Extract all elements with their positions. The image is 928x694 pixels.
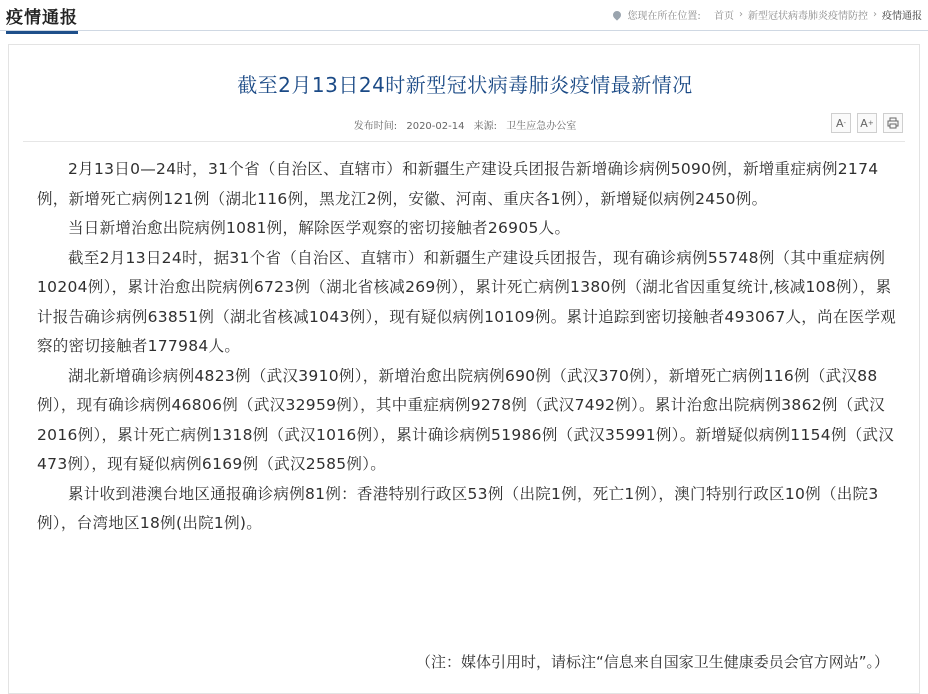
chevron-right-icon: › xyxy=(739,9,743,20)
print-icon[interactable] xyxy=(883,113,903,133)
font-increase-icon[interactable]: A + xyxy=(857,113,877,133)
header-divider xyxy=(0,30,928,31)
publish-label: 发布时间: xyxy=(353,121,398,132)
media-note: （注：媒体引用时，请标注“信息来自国家卫生健康委员会官方网站”。） xyxy=(415,653,889,671)
publish-date: 2020-02-14 xyxy=(406,121,465,132)
article-card xyxy=(8,44,920,694)
breadcrumb-current[interactable]: 疫情通报 xyxy=(882,11,922,22)
font-decrease-icon[interactable]: A - xyxy=(831,113,851,133)
breadcrumb-home[interactable]: 首页 xyxy=(714,11,734,22)
paragraph: 当日新增治愈出院病例1081例，解除医学观察的密切接触者26905人。 xyxy=(68,219,571,237)
paragraph: 2月13日0—24时，31个省（自治区、直辖市）和新疆生产建设兵团报告新增确诊病例5090例，新增重症病例2174例，新增死亡病例121例（湖北116例，黑龙江2例，安徽、河南、重庆各1例），新增疑似病例2450例。 xyxy=(37,160,879,208)
article-title: 截至2月13日24时新型冠状病毒肺炎疫情最新情况 xyxy=(237,73,693,97)
section-title: 疫情通报 xyxy=(6,3,78,34)
location-pin-icon xyxy=(612,9,623,20)
page-header xyxy=(0,0,928,34)
chevron-right-icon: › xyxy=(873,9,877,20)
article-tools xyxy=(831,113,903,133)
article-body xyxy=(37,155,907,539)
paragraph: 截至2月13日24时，据31个省（自治区、直辖市）和新疆生产建设兵团报告，现有确诊病例55748例（其中重症病例10204例），累计治愈出院病例6723例（湖北省核减269例），累计死亡病例1380例（湖北省因重复统计,核减108例），累计报告确诊病例63851例（湖北省核减1043例），现有疑似病例10109例。累计追踪到密切接触者493067人，尚在医学观察的密切接触者177984人。 xyxy=(37,248,897,355)
meta-divider xyxy=(23,141,905,142)
source-name: 卫生应急办公室 xyxy=(506,121,577,132)
breadcrumb xyxy=(613,7,922,22)
breadcrumb-covid[interactable]: 新型冠状病毒肺炎疫情防控 xyxy=(748,11,868,22)
article-meta xyxy=(9,117,921,132)
paragraph: 累计收到港澳台地区通报确诊病例81例：香港特别行政区53例（出院1例，死亡1例），澳门特别行政区10例（出院3例），台湾地区18例(出院1例)。 xyxy=(37,484,879,532)
paragraph: 湖北新增确诊病例4823例（武汉3910例），新增治愈出院病例690例（武汉370例），新增死亡病例116例（武汉88例），现有确诊病例46806例（武汉32959例），其中重症病例9278例（武汉7492例）。累计治愈出院病例3862例（武汉2016例），累计死亡病例1318例（武汉1016例），累计确诊病例51986例（武汉35991例）。新增疑似病例1154例（武汉473例），现有疑似病例6169例（武汉2585例）。 xyxy=(37,366,895,473)
source-label: 来源: xyxy=(473,121,498,132)
breadcrumb-prefix: 您现在所在位置: xyxy=(627,11,701,22)
